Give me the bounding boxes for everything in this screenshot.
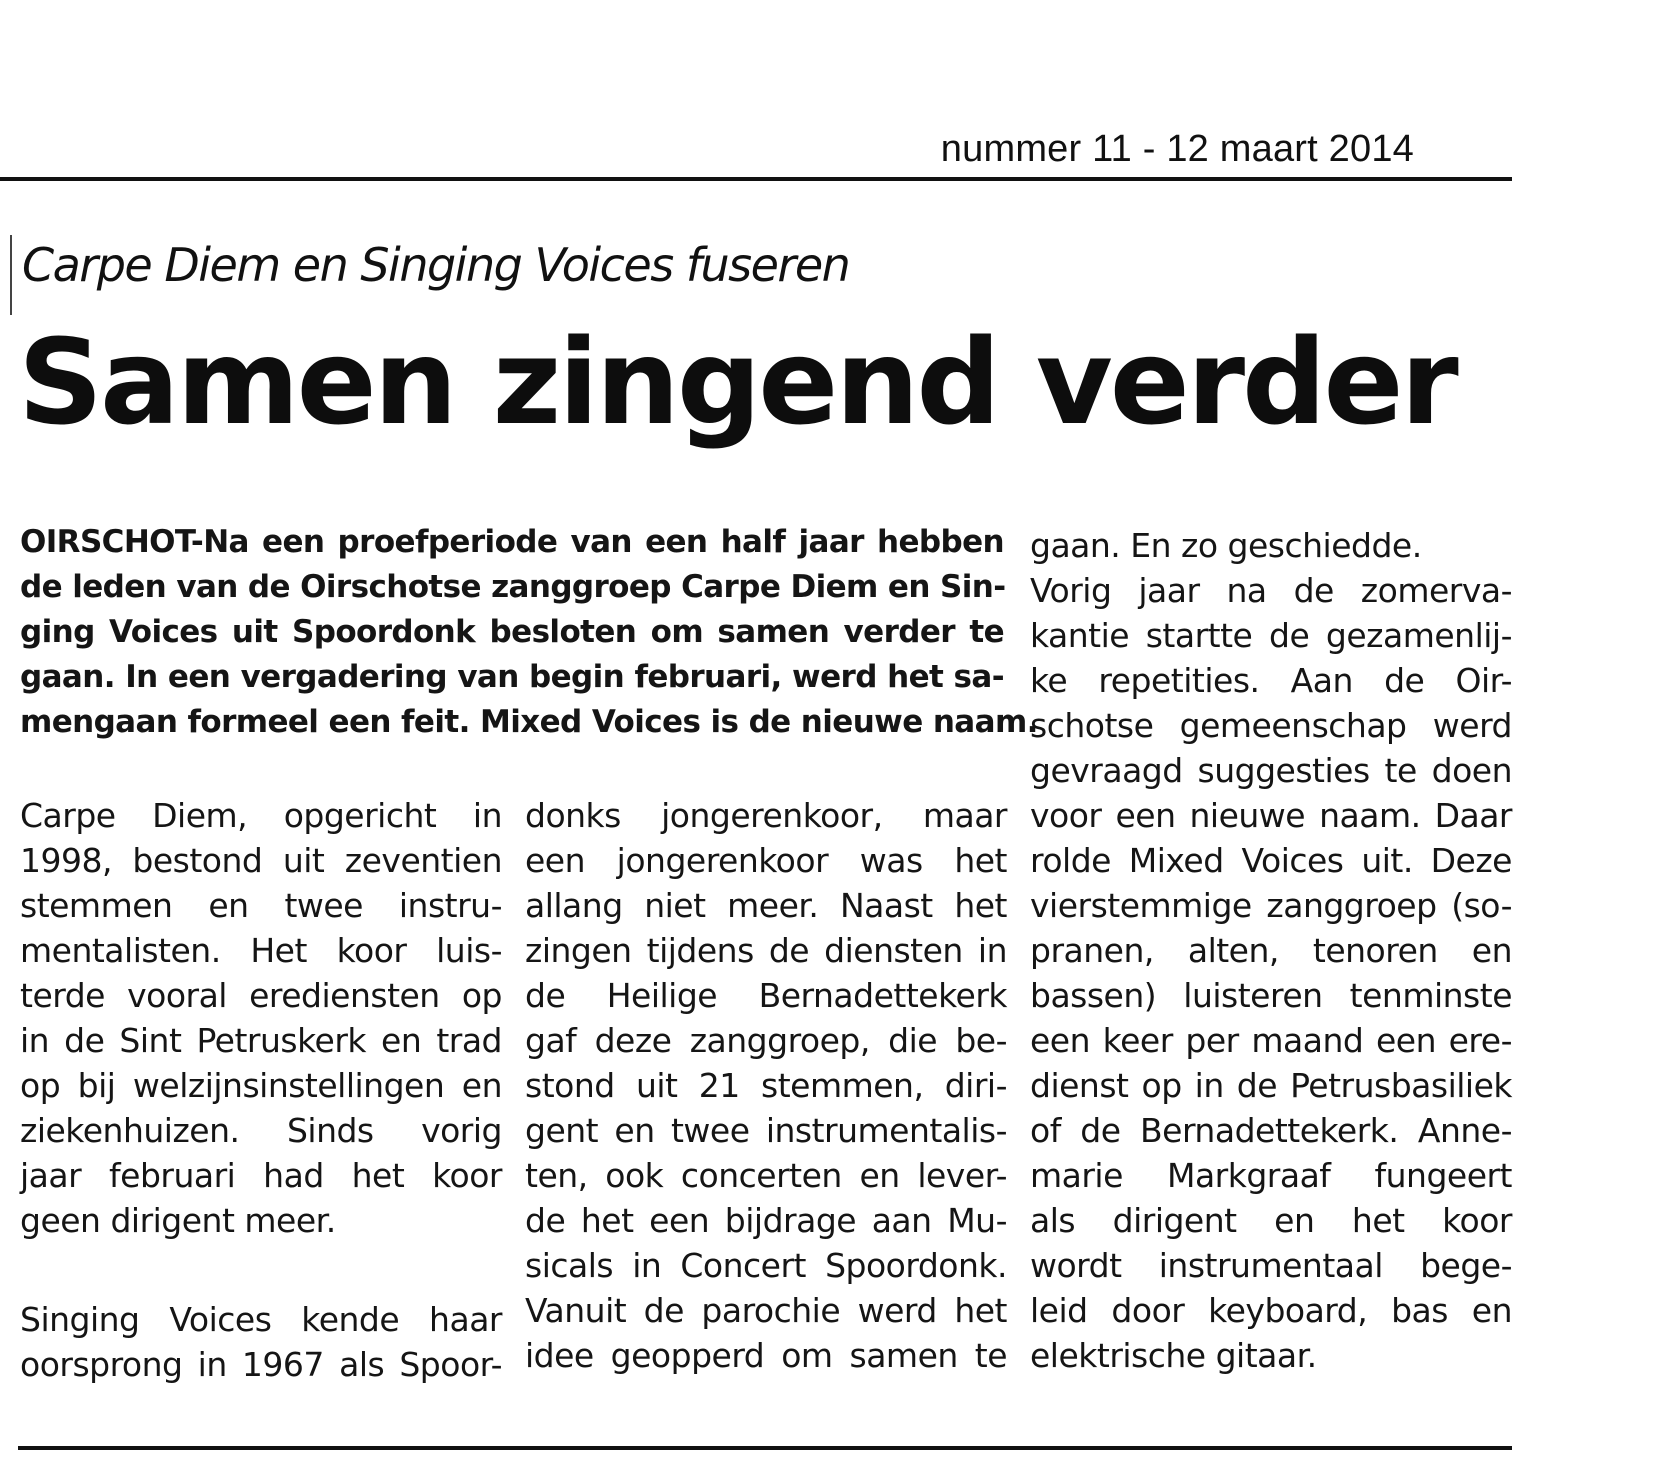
body-line: stond uit 21 stemmen, diri-	[525, 1066, 1007, 1105]
body-line: geen dirigent meer.	[20, 1201, 336, 1240]
article-intro	[20, 520, 1038, 745]
body-line: de het een bijdrage aan Mu-	[525, 1201, 1007, 1240]
body-line: een jongerenkoor was het	[525, 841, 1007, 880]
body-line: als dirigent en het koor	[1030, 1201, 1512, 1240]
body-line: pranen, alten, tenoren en	[1030, 931, 1512, 970]
body-line: dienst op in de Petrusbasiliek	[1030, 1066, 1512, 1105]
body-line: wordt instrumentaal bege-	[1030, 1246, 1512, 1285]
body-line: vierstemmige zanggroep (so-	[1030, 886, 1512, 925]
body-line: Singing Voices kende haar	[20, 1300, 502, 1339]
body-line: ke repetities. Aan de Oir-	[1030, 661, 1512, 700]
body-line: kantie startte de gezamenlij-	[1030, 616, 1512, 655]
kicker-accent-bar	[10, 235, 12, 315]
body-line: leid door keyboard, bas en	[1030, 1291, 1512, 1330]
body-line: 1998, bestond uit zeventien	[20, 841, 502, 880]
body-line: Carpe Diem, opgericht in	[20, 796, 502, 835]
body-line: bassen) luisteren tenminste	[1030, 976, 1512, 1015]
body-line: oorsprong in 1967 als Spoor-	[20, 1345, 502, 1384]
body-line: op bij welzijnsinstellingen en	[20, 1066, 502, 1105]
body-column-2	[525, 793, 1007, 1378]
body-column-1-paragraph-1	[20, 793, 502, 1243]
body-line: Vanuit de parochie werd het	[525, 1291, 1007, 1330]
body-line: in de Sint Petruskerk en trad	[20, 1021, 502, 1060]
body-line: Vorig jaar na de zomerva-	[1030, 571, 1512, 610]
body-line: gent en twee instrumentalis-	[525, 1111, 1007, 1150]
body-line: een keer per maand een ere-	[1030, 1021, 1512, 1060]
body-line: zingen tijdens de diensten in	[525, 931, 1007, 970]
body-line: gaan. En zo geschiedde.	[1030, 526, 1422, 565]
intro-line: gaan. In een vergadering van begin februari, werd het sa-	[20, 659, 1004, 695]
body-line: gevraagd suggesties te doen	[1030, 751, 1512, 790]
body-column-1-paragraph-2	[20, 1297, 502, 1387]
article-kicker: Carpe Diem en Singing Voices fuseren	[22, 238, 850, 292]
article-headline: Samen zingend verder	[18, 313, 1456, 451]
body-line: sicals in Concert Spoordonk.	[525, 1246, 1007, 1285]
body-line: ten, ook concerten en lever-	[525, 1156, 1007, 1195]
body-line: voor een nieuwe naam. Daar	[1030, 796, 1512, 835]
body-line: gaf deze zanggroep, die be-	[525, 1021, 1007, 1060]
body-line: marie Markgraaf fungeert	[1030, 1156, 1512, 1195]
top-rule	[0, 177, 1512, 181]
body-line: stemmen en twee instru-	[20, 886, 502, 925]
body-line: de Heilige Bernadettekerk	[525, 976, 1007, 1015]
body-line: of de Bernadettekerk. Anne-	[1030, 1111, 1512, 1150]
body-line: rolde Mixed Voices uit. Deze	[1030, 841, 1512, 880]
body-line: elektrische gitaar.	[1030, 1336, 1317, 1375]
intro-line: de leden van de Oirschotse zanggroep Carpe Diem en Sin-	[20, 569, 1006, 605]
body-line: idee geopperd om samen te	[525, 1336, 1007, 1375]
issue-line: nummer 11 - 12 maart 2014	[940, 128, 1414, 170]
intro-line: OIRSCHOT-Na een proefperiode van een half jaar hebben	[20, 524, 1004, 560]
body-line: ziekenhuizen. Sinds vorig	[20, 1111, 502, 1150]
body-column-3	[1030, 523, 1512, 1378]
body-line: donks jongerenkoor, maar	[525, 796, 1007, 835]
body-line: allang niet meer. Naast het	[525, 886, 1007, 925]
intro-line: mengaan formeel een feit. Mixed Voices is de nieuwe naam.	[20, 704, 1038, 740]
bottom-rule	[18, 1446, 1512, 1450]
body-line: schotse gemeenschap werd	[1030, 706, 1512, 745]
body-line: mentalisten. Het koor luis-	[20, 931, 502, 970]
body-line: jaar februari had het koor	[20, 1156, 502, 1195]
intro-line: ging Voices uit Spoordonk besloten om samen verder te	[20, 614, 1004, 650]
body-line: terde vooral erediensten op	[20, 976, 502, 1015]
